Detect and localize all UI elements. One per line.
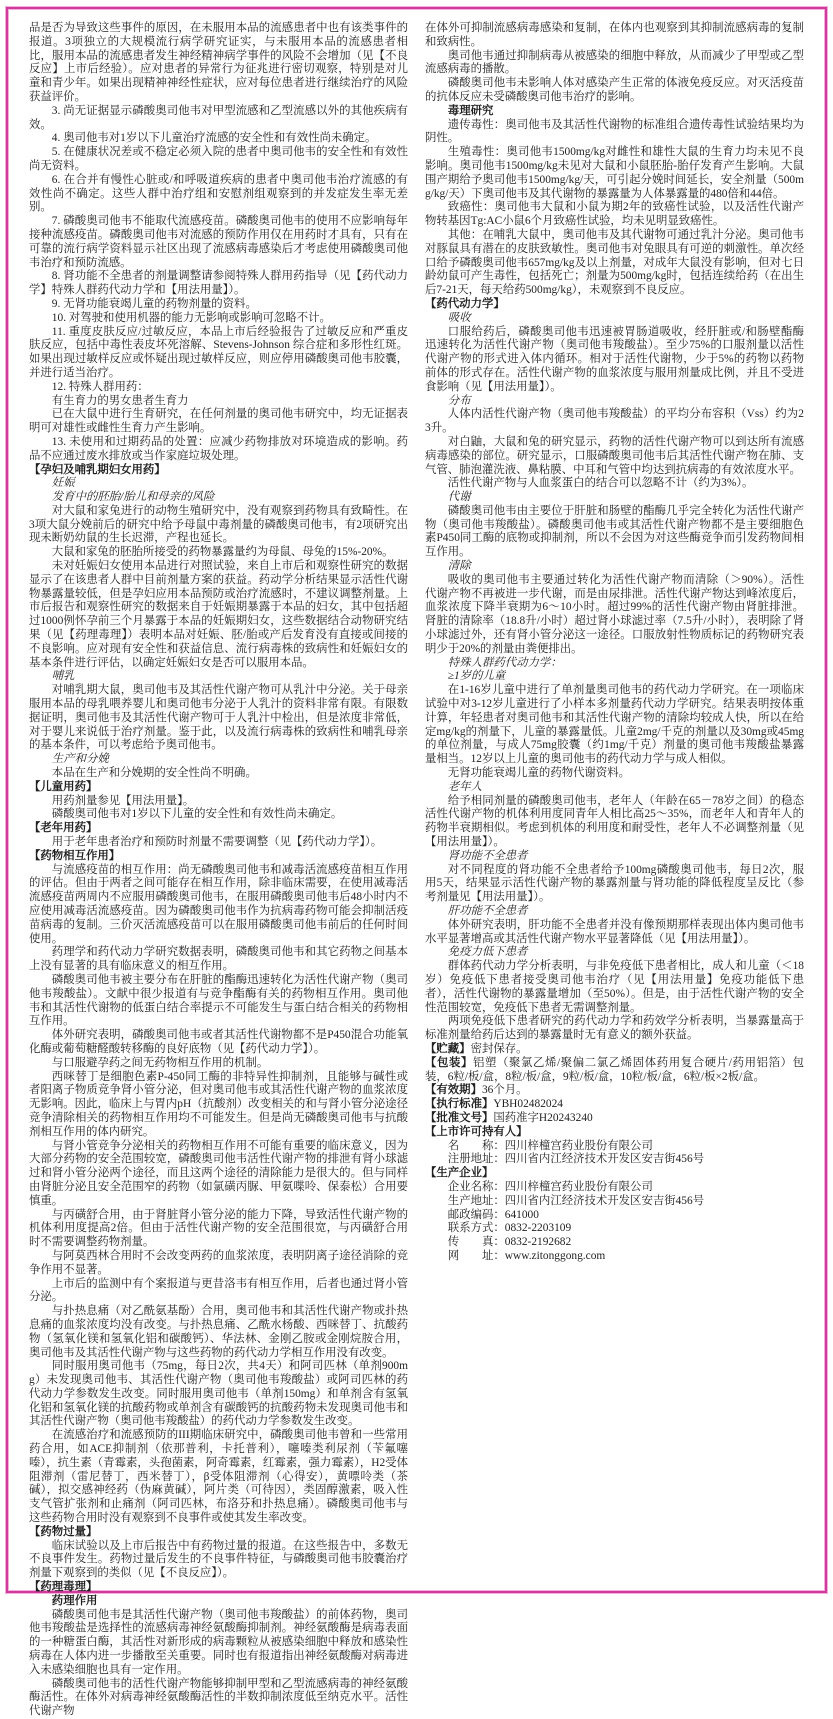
paragraph: 用药剂量参见【用法用量】。 xyxy=(51,794,195,807)
paragraph: 生殖毒性：奥司他韦1500mg/kg对雌性和雄性大鼠的生育力均未见不良影响。奥司他韦1500mg/kg未见对大鼠和小鼠胚胎-胎仔发育产生影响。大鼠围产期给予奥司他韦1500mg/kg/天，可引起分娩时间延长，安全剂量（500mg/kg/天）下奥司他韦及其代谢物的暴露量为人体暴露量的480倍和44倍。 xyxy=(425,146,804,200)
paragraph: 网 址：www.zitonggong.com xyxy=(447,1249,606,1262)
right-column xyxy=(425,22,804,1582)
paragraph: 其他：在哺乳大鼠中，奥司他韦及其代谢物可通过乳汁分泌。奥司他韦对豚鼠具有潜在的皮肤致敏性。奥司他韦对兔眼具有可逆的刺激性。单次经口给予磷酸奥司他韦657mg/kg及以上剂量，对成年大鼠没有影响，但对七日龄幼鼠可产生毒性，包括死亡；剂量为500mg/kg时，包括连续给药（在出生后7-21天，每天给药500mg/kg），未观察到不良反应。 xyxy=(425,228,804,297)
section-header-inline xyxy=(425,1112,804,1126)
paragraph: 与肾小管竞争分泌相关的药物相互作用不可能有重要的临床意义，因为大部分药物的安全范围较宽，磷酸奥司他韦活性代谢产物的排泄有肾小球滤过和肾小管分泌两个途径，而且这两个途径的清除能力是很大的。但与同样由肾脏分泌且安全范围窄的药物（如氯磺丙脲、甲氨喋呤、保泰松）合用要慎重。 xyxy=(29,1139,408,1207)
paragraph: 群体药代动力学分析表明，与非免疫低下患者相比，成人和儿童（＜18岁）免疫低下患者接受奥司他韦治疗（见【用法用量】免疫功能低下患者），活性代谢物的暴露量增加（至50%）。但是，由于活性代谢产物的安全性范围较宽，免疫低下患者无需调整剂量。 xyxy=(425,960,804,1014)
paragraph: 与流感疫苗的相互作用：尚无磷酸奥司他韦和减毒活流感疫苗相互作用的评估。但由于两者之间可能存在相互作用，除非临床需要，在使用减毒活流感疫苗两周内不应服用磷酸奥司他韦，在服用磷酸奥司他韦后48小时内不应使用减毒活流感疫苗。因为磷酸奥司他韦作为抗病毒药物可能会抑制活疫苗病毒的复制。三价灭活流感疫苗可以在服用磷酸奥司他韦前后的任何时间使用。 xyxy=(29,863,408,945)
paragraph: 7. 磷酸奥司他韦不能取代流感疫苗。磷酸奥司他韦的使用不应影响每年接种流感疫苗。磷酸奥司他韦对流感的预防作用仅在用药时才具有，只有在可靠的流行病学资料显示社区出现了流感病毒感染后才考虑使用磷酸奥司他韦治疗和预防流感。 xyxy=(29,215,408,269)
paragraph: 致癌性：奥司他韦大鼠和小鼠为期2年的致癌性试验，以及活性代谢产物转基因Tg:AC小鼠6个月致癌性试验，均未见明显致癌性。 xyxy=(425,201,804,228)
paragraph: 名 称：四川梓橦宫药业股份有限公司 xyxy=(447,1139,653,1152)
paragraph: 传 真：0832-2192682 xyxy=(447,1236,572,1249)
left-column xyxy=(29,22,408,1718)
paragraph: 未对妊娠妇女使用本品进行对照试验，来自上市后和观察性研究的数据显示了在该患者人群中目前剂量方案的获益。药动学分析结果显示活性代谢物暴露量较低，但是孕妇应用本品预防或治疗流感时，不建议调整剂量。上市后报告和观察性研究的数据来自于妊娠期暴露于本品的妇女，其中包括超过1000例怀孕前三个月暴露于本品的妊娠期妇女，这些数据结合动物研究结果（见【药理毒理】）表明本品对妊娠、胚/胎或产后发育没有直接或间接的不良影响。应对现有安全性和获益信息、流行病毒株的致病性和妊娠妇女的基本条件进行评估，以确定妊娠妇女是否可以服用本品。 xyxy=(29,560,408,669)
sub-heading: 老年人 xyxy=(447,780,482,793)
sub-heading-bold: 药理作用 xyxy=(51,1594,98,1607)
paragraph: 体外研究表明，肝功能不全患者并没有像预期那样表现出体内奥司他韦水平显著增高或其活性代谢产物水平显著降低（见【用法用量】）。 xyxy=(425,918,804,945)
paragraph: 9. 无肾功能衰竭儿童的药物剂量的资料。 xyxy=(51,297,257,310)
sub-heading: 发育中的胚胎/胎儿和母亲的风险 xyxy=(51,491,215,504)
paragraph: 磷酸奥司他韦未影响人体对感染产生正常的体液免疫反应。对灭活疫苗的抗体反应未受磷酸奥司他韦治疗的影响。 xyxy=(425,77,804,103)
section-header-value: 密封保存。 xyxy=(470,1042,528,1055)
paragraph-continuation: 品是否为导致这些事件的原因，在未服用本品的流感患者中也有该类事件的报道。3项独立的大规模流行病学研究证实，与未服用本品的流感患者相比，服用本品的流感患者发生神经精神病学事件的风险不会增加（见【不良反应】上市后经验）。应对患者的异常行为征兆进行密切观察，特别是对儿童和青少年。如果出现精神神经性症状，应对每位患者进行继续治疗的风险获益评价。 xyxy=(29,22,408,103)
section-header-value: 国药准字H20243240 xyxy=(493,1111,593,1124)
paragraph: 3. 尚无证据显示磷酸奥司他韦对甲型流感和乙型流感以外的其他疾病有效。 xyxy=(29,104,408,131)
paragraph: 与口服避孕药之间无药物相互作用的机制。 xyxy=(51,1056,269,1069)
paragraph: 大鼠和家兔的胚胎所接受的药物暴露量约为母鼠、母兔的15%-20%。 xyxy=(51,546,394,559)
sub-heading: 生产和分娩 xyxy=(51,753,109,766)
paragraph: 遗传毒性：奥司他韦及其活性代谢物的标准组合遗传毒性试验结果均为阴性。 xyxy=(425,118,804,145)
paragraph: 磷酸奥司他韦对1岁以下儿童的安全性和有效性尚未确定。 xyxy=(51,808,343,821)
page-content-area xyxy=(8,9,825,1718)
paragraph: 两项免疫低下患者研究的药代动力学和药效学分析表明，当暴露量高于标准剂量给药后达到的暴露量时无有意义的额外获益。 xyxy=(425,1015,804,1042)
section-header: 【儿童用药】 xyxy=(29,780,98,793)
sub-heading: 清除 xyxy=(447,560,471,573)
paragraph: 8. 肾功能不全患者的剂量调整请参阅特殊人群用药指导（见【药代动力学】特殊人群药代动力学和【用法用量】）。 xyxy=(29,270,408,297)
paragraph: 5. 在健康状况差或不稳定必须入院的患者中奥司他韦的安全性和有效性尚无资料。 xyxy=(29,146,408,172)
paragraph: 临床试验以及上市后报告中有药物过量的报道。在这些报告中，多数无不良事件发生。药物过量后发生的不良事件特征，与磷酸奥司他韦胶囊治疗剂量下观察到的类似（见【不良反应】）。 xyxy=(29,1539,408,1580)
paragraph: 与丙磺舒合用，由于肾脏肾小管分泌的能力下降，导致活性代谢产物的机体利用度提高2倍。但由于活性代谢产物的安全范围很宽，与丙磺舒合用时不需要调整药物剂量。 xyxy=(29,1208,408,1249)
section-header: 【孕妇及哺乳期妇女用药】 xyxy=(29,463,166,476)
two-column-layout xyxy=(9,10,824,1718)
paragraph: 上市后的监测中有个案报道与更昔洛韦有相互作用，后者也通过肾小管分泌。 xyxy=(29,1277,408,1304)
page-border-inner xyxy=(6,7,827,1718)
section-header-value: YBH02482024 xyxy=(493,1098,563,1111)
paragraph: 生产地址：四川省内江经济技术开发区安吉街456号 xyxy=(447,1194,705,1207)
paragraph: 与扑热息痛（对乙酰氨基酚）合用，奥司他韦和其活性代谢产物或扑热息痛的血浆浓度均没有改变。与扑热息痛、乙酰水杨酸、西咪替丁、抗酸药物（氢氧化镁和氢氧化铝和碳酸钙）、华法林、金刚乙胺或金刚烷胺合用，奥司他韦及其活性代谢产物与这些药物的药代动力学相互作用没有改变。 xyxy=(29,1305,408,1359)
section-header-inline xyxy=(425,1057,804,1085)
paragraph: 奥司他韦通过抑制病毒从被感染的细胞中释放，从而减少了甲型或乙型流感病毒的播散。 xyxy=(425,49,804,76)
section-header-value: 铝塑（聚氯乙烯/聚偏二氯乙烯固体药用复合硬片/药用铝箔）包装，6粒/板/盒，8粒/板/盒，9粒/板/盒，10粒/板/盒，6粒/板×2板/盒。 xyxy=(425,1056,804,1083)
paragraph: 同时服用奥司他韦（75mg，每日2次，共4天）和阿司匹林（单剂900mg）未发现奥司他韦、其活性代谢产物（奥司他韦羧酸盐）或阿司匹林的药代动力学参数发生改变。同时服用奥司他韦（单剂150mg）和单剂含有氢氧化铝和氢氧化镁的抗酸药物或单剂含有碳酸钙的抗酸药物未发现奥司他韦和其活性代谢产物（奥司他韦羧酸盐）的药代动力学参数发生改变。 xyxy=(29,1360,408,1428)
paragraph: 在1-16岁儿童中进行了单剂量奥司他韦的药代动力学研究。在一项临床试验中对3-12岁儿童进行了小样本多剂量药代动力学研究。结果表明按体重计算，年轻患者对奥司他韦和其活性代谢产物的清除均较成人快，所以在给定mg/kg的剂量下，儿童的暴露量低。儿童2mg/千克的剂量以及30mg或45mg的单位剂量，与成人75mg胶囊（约1mg/千克）剂量的奥司他韦羧酸盐暴露量相当。12岁以上儿童的奥司他韦的药代动力学与成人相似。 xyxy=(425,684,804,766)
paragraph: 邮政编码：641000 xyxy=(447,1208,539,1221)
paragraph: 磷酸奥司他韦是其活性代谢产物（奥司他韦羧酸盐）的前体药物，奥司他韦羧酸盐是选择性的流感病毒神经氨酸酶抑制剂。神经氨酸酶是病毒表面的一种糖蛋白酶，其活性对新形成的病毒颗粒从被感染细胞中释放和感染性病毒在人体内进一步播散至关重要。同时也有报道指出神经氨酸酶对病毒进入未感染细胞也具有一定作用。 xyxy=(29,1608,408,1676)
paragraph: 企业名称：四川梓橦宫药业股份有限公司 xyxy=(447,1180,653,1193)
paragraph: 注册地址：四川省内江经济技术开发区安吉街456号 xyxy=(447,1153,705,1166)
section-header-label: 【执行标准】 xyxy=(425,1098,494,1111)
section-header: 【药代动力学】 xyxy=(425,297,505,310)
sub-heading: 肾功能不全患者 xyxy=(447,849,528,862)
paragraph: 6. 在合并有慢性心脏或/和呼吸道疾病的患者中奥司他韦治疗流感的有效性尚不确定。这些人群中治疗组和安慰剂组观察到的并发症发生率无差别。 xyxy=(29,173,408,214)
section-header: 【生产企业】 xyxy=(425,1167,494,1180)
paragraph: 磷酸奥司他韦被主要分布在肝脏的酯酶迅速转化为活性代谢产物（奥司他韦羧酸盐）。文献中很少报道有与竞争酯酶有关的药物相互作用。奥司他韦和其活性代谢物的低蛋白结合率提示不可能发生与蛋白结合相关的药物相互作用。 xyxy=(29,973,408,1028)
paragraph: 12. 特殊人群用药： xyxy=(51,380,149,393)
paragraph: 活性代谢产物与人血浆蛋白的结合可以忽略不计（约为3%）。 xyxy=(447,477,754,490)
paragraph: 13. 未使用和过期药品的处置：应减少药物排放对环境造成的影响。药品不应通过废水排放或当作家庭垃圾处理。 xyxy=(29,435,408,462)
sub-heading: 妊娠 xyxy=(51,477,75,490)
section-header-label: 【包装】 xyxy=(425,1056,474,1069)
section-header: 【药理毒理】 xyxy=(29,1581,98,1594)
section-header-label: 【有效期】 xyxy=(425,1084,482,1097)
paragraph: 给予相同剂量的磷酸奥司他韦，老年人（年龄在65－78岁之间）的稳态活性代谢产物的机体利用度同青年人相比高25～35%，而老年人和青年人的药物半衰期相似。考虑到机体的利用度和耐受性，老年人不必调整剂量（见【用法用量】）。 xyxy=(425,794,804,849)
sub-heading: 肝功能不全患者 xyxy=(447,905,528,917)
paragraph: 11. 重度皮肤反应/过敏反应，本品上市后经验报告了过敏反应和严重皮肤反应，包括中毒性表皮坏死溶解、Stevens-Johnson 综合症和多形性红斑。如果出现过敏样反应或怀疑出现过敏样反应，则应停用磷酸奥司他韦胶囊，并进行适当治疗。 xyxy=(29,325,408,379)
paragraph: 有生育力的男女患者生育力 xyxy=(51,394,189,407)
paragraph: 磷酸奥司他韦由主要位于肝脏和肠壁的酯酶几乎完全转化为活性代谢产物（奥司他韦羧酸盐）。磷酸奥司他韦或其活性代谢产物都不是主要细胞色素P450同工酶的底物或抑制剂，所以不会因为对这些酶竞争而引发药物间相互作用。 xyxy=(425,504,804,559)
section-header-value: 36个月。 xyxy=(481,1084,528,1097)
section-header: 【老年用药】 xyxy=(29,822,98,835)
sub-heading: ≥1岁的儿童 xyxy=(447,670,506,683)
section-header: 【药物过量】 xyxy=(29,1525,98,1538)
paragraph: 在流感治疗和流感预防的III期临床研究中，磷酸奥司他韦曾和一些常用药合用，如ACE抑制剂（依那普利，卡托普利），噻嗪类利尿剂（苄氟噻嗪），抗生素（青霉素，头孢菌素，阿奇霉素，红霉素，强力霉素），H2受体阻滞剂（雷尼替丁，西米替丁），β受体阻滞剂（心得安），黄嘌呤类（茶碱），拟交感神经药（伪麻黄碱），阿片类（可待因），类固醇激素，吸入性支气管扩张剂和止痛剂（阿司匹林，布洛芬和扑热息痛）。磷酸奥司他韦与这些药物合用时没有观察到不良事件或使其发生率改变。 xyxy=(29,1429,408,1525)
section-header-inline xyxy=(425,1043,804,1057)
paragraph: 体外研究表明，磷酸奥司他韦或者其活性代谢物都不是P450混合功能氧化酶或葡萄糖醛酸转移酶的良好底物（见【药代动力学】）。 xyxy=(29,1029,408,1055)
section-header-label: 【批准文号】 xyxy=(425,1111,494,1124)
paragraph: 对哺乳期大鼠，奥司他韦及其活性代谢产物可从乳汁中分泌。关于母亲服用本品的母乳喂养婴儿和奥司他韦分泌于人乳汁的资料非常有限。有限数据证明，奥司他韦及其活性代谢产物可于人乳汁中检出，但是浓度非常低，对于婴儿来说低于治疗剂量。鉴于此，以及流行病毒株的致病性和哺乳母亲的基本条件，可以考虑给予奥司他韦。 xyxy=(29,684,408,752)
sub-heading: 哺乳 xyxy=(51,670,75,683)
paragraph-continuation: 在体外可抑制流感病毒感染和复制，在体内也观察到其抑制流感病毒的复制和致病性。 xyxy=(425,22,804,48)
paragraph: 西咪替丁是细胞色素P-450同工酶的非特异性抑制剂，且能够与碱性或者阳离子物质竞争肾小管分泌，但对奥司他韦或其活性代谢产物的血浆浓度无影响。因此，临床上与胃内pH（抗酸剂）改变相关的和与肾小管分泌途径竞争清除相关的药物相互作用均不可能发生。但是尚无磷酸奥司他韦与抗酸剂相互作用的体内研究。 xyxy=(29,1070,408,1138)
paragraph: 口服给药后，磷酸奥司他韦迅速被胃肠道吸收，经肝脏或/和肠壁酯酶迅速转化为活性代谢产物（奥司他韦羧酸盐）。至少75%的口服剂量以活性代谢产物的形式进入体内循环。相对于活性代谢物，少于5%的药物以药物前体的形式存在。活性代谢产物的血浆浓度与服用剂量成比例，并且不受进食影响（见【用法用量】）。 xyxy=(425,325,804,393)
paragraph: 药理学和药代动力学研究数据表明，磷酸奥司他韦和其它药物之间基本上没有显著的具有临床意义的相互作用。 xyxy=(29,946,408,973)
paragraph: 与阿莫西林合用时不会改变两药的血浆浓度，表明阴离子途径消除的竞争作用不显著。 xyxy=(29,1249,408,1276)
page-border-outer xyxy=(5,6,828,1718)
paragraph: 对白鼬，大鼠和兔的研究显示，药物的活性代谢产物可以到达所有流感病毒感染的部位。研究显示，口服磷酸奥司他韦后其活性代谢产物在肺、支气管、肺泡灌洗液、鼻粘膜、中耳和气管中均达到抗病毒的有效浓度水平。 xyxy=(425,435,804,476)
paragraph: 吸收的奥司他韦主要通过转化为活性代谢产物而清除（＞90%）。活性代谢产物不再被进一步代谢，而是由尿排泄。活性代谢产物达到峰浓度后，血浆浓度下降半衰期为6～10小时。超过99%的活性代谢产物由肾脏排泄。肾脏的清除率（18.8升/小时）超过肾小球滤过率（7.5升/小时），表明除了肾小球滤过外，还有肾小管分泌这一途径。口服放射性物质标记的药物研究表明少于20%的剂量由粪便排出。 xyxy=(425,573,804,655)
paragraph: 10. 对驾驶和使用机器的能力无影响或影响可忽略不计。 xyxy=(51,311,331,324)
section-header-label: 【贮藏】 xyxy=(425,1042,471,1055)
paragraph: 联系方式：0832-2203109 xyxy=(447,1222,572,1235)
paragraph: 对大鼠和家兔进行的动物生殖研究中，没有观察到药物具有致畸性。在3项大鼠分娩前后的研究中给予母鼠中毒剂量的磷酸奥司他韦，有2项研究出现未断奶幼鼠的生长迟滞，产程也延长。 xyxy=(29,504,408,545)
paragraph: 对不同程度的肾功能不全患者给予100mg磷酸奥司他韦，每日2次，服用5天，结果显示活性代谢产物的暴露剂量与肾功能的降低程度呈反比（参考剂量见【用法用量】）。 xyxy=(425,863,804,904)
sub-heading: 分布 xyxy=(447,394,471,407)
section-header-inline xyxy=(425,1084,804,1098)
section-header-inline xyxy=(425,1098,804,1112)
sub-heading-bold: 毒理研究 xyxy=(447,104,494,117)
paragraph: 已在大鼠中进行生育研究，在任何剂量的奥司他韦研究中，均无证据表明可对雄性或雌性生育力产生影响。 xyxy=(29,408,408,435)
section-header: 【药物相互作用】 xyxy=(29,849,121,862)
sub-heading: 代谢 xyxy=(447,491,471,504)
sub-heading: 吸收 xyxy=(447,311,471,324)
paragraph: 人体内活性代谢产物（奥司他韦羧酸盐）的平均分布容积（Vss）约为23升。 xyxy=(425,408,804,435)
section-header: 【上市许可持有人】 xyxy=(425,1125,528,1138)
sub-heading: 特殊人群药代动力学： xyxy=(447,656,562,669)
paragraph: 磷酸奥司他韦的活性代谢产物能够抑制甲型和乙型流感病毒的神经氨酸酶活性。在体外对病毒神经氨酸酶活性的半数抑制浓度低至纳克水平。活性代谢产物 xyxy=(29,1677,408,1718)
sub-heading: 免疫力低下患者 xyxy=(447,946,528,959)
paragraph: 本品在生产和分娩期的安全性尚不明确。 xyxy=(51,767,257,780)
paragraph: 4. 奥司他韦对1岁以下儿童治疗流感的安全性和有效性尚未确定。 xyxy=(51,132,377,145)
paragraph: 无肾功能衰竭儿童的药物代谢资料。 xyxy=(447,767,631,780)
paragraph: 用于老年患者治疗和预防时剂量不需要调整（见【药代动力学】）。 xyxy=(51,836,383,849)
